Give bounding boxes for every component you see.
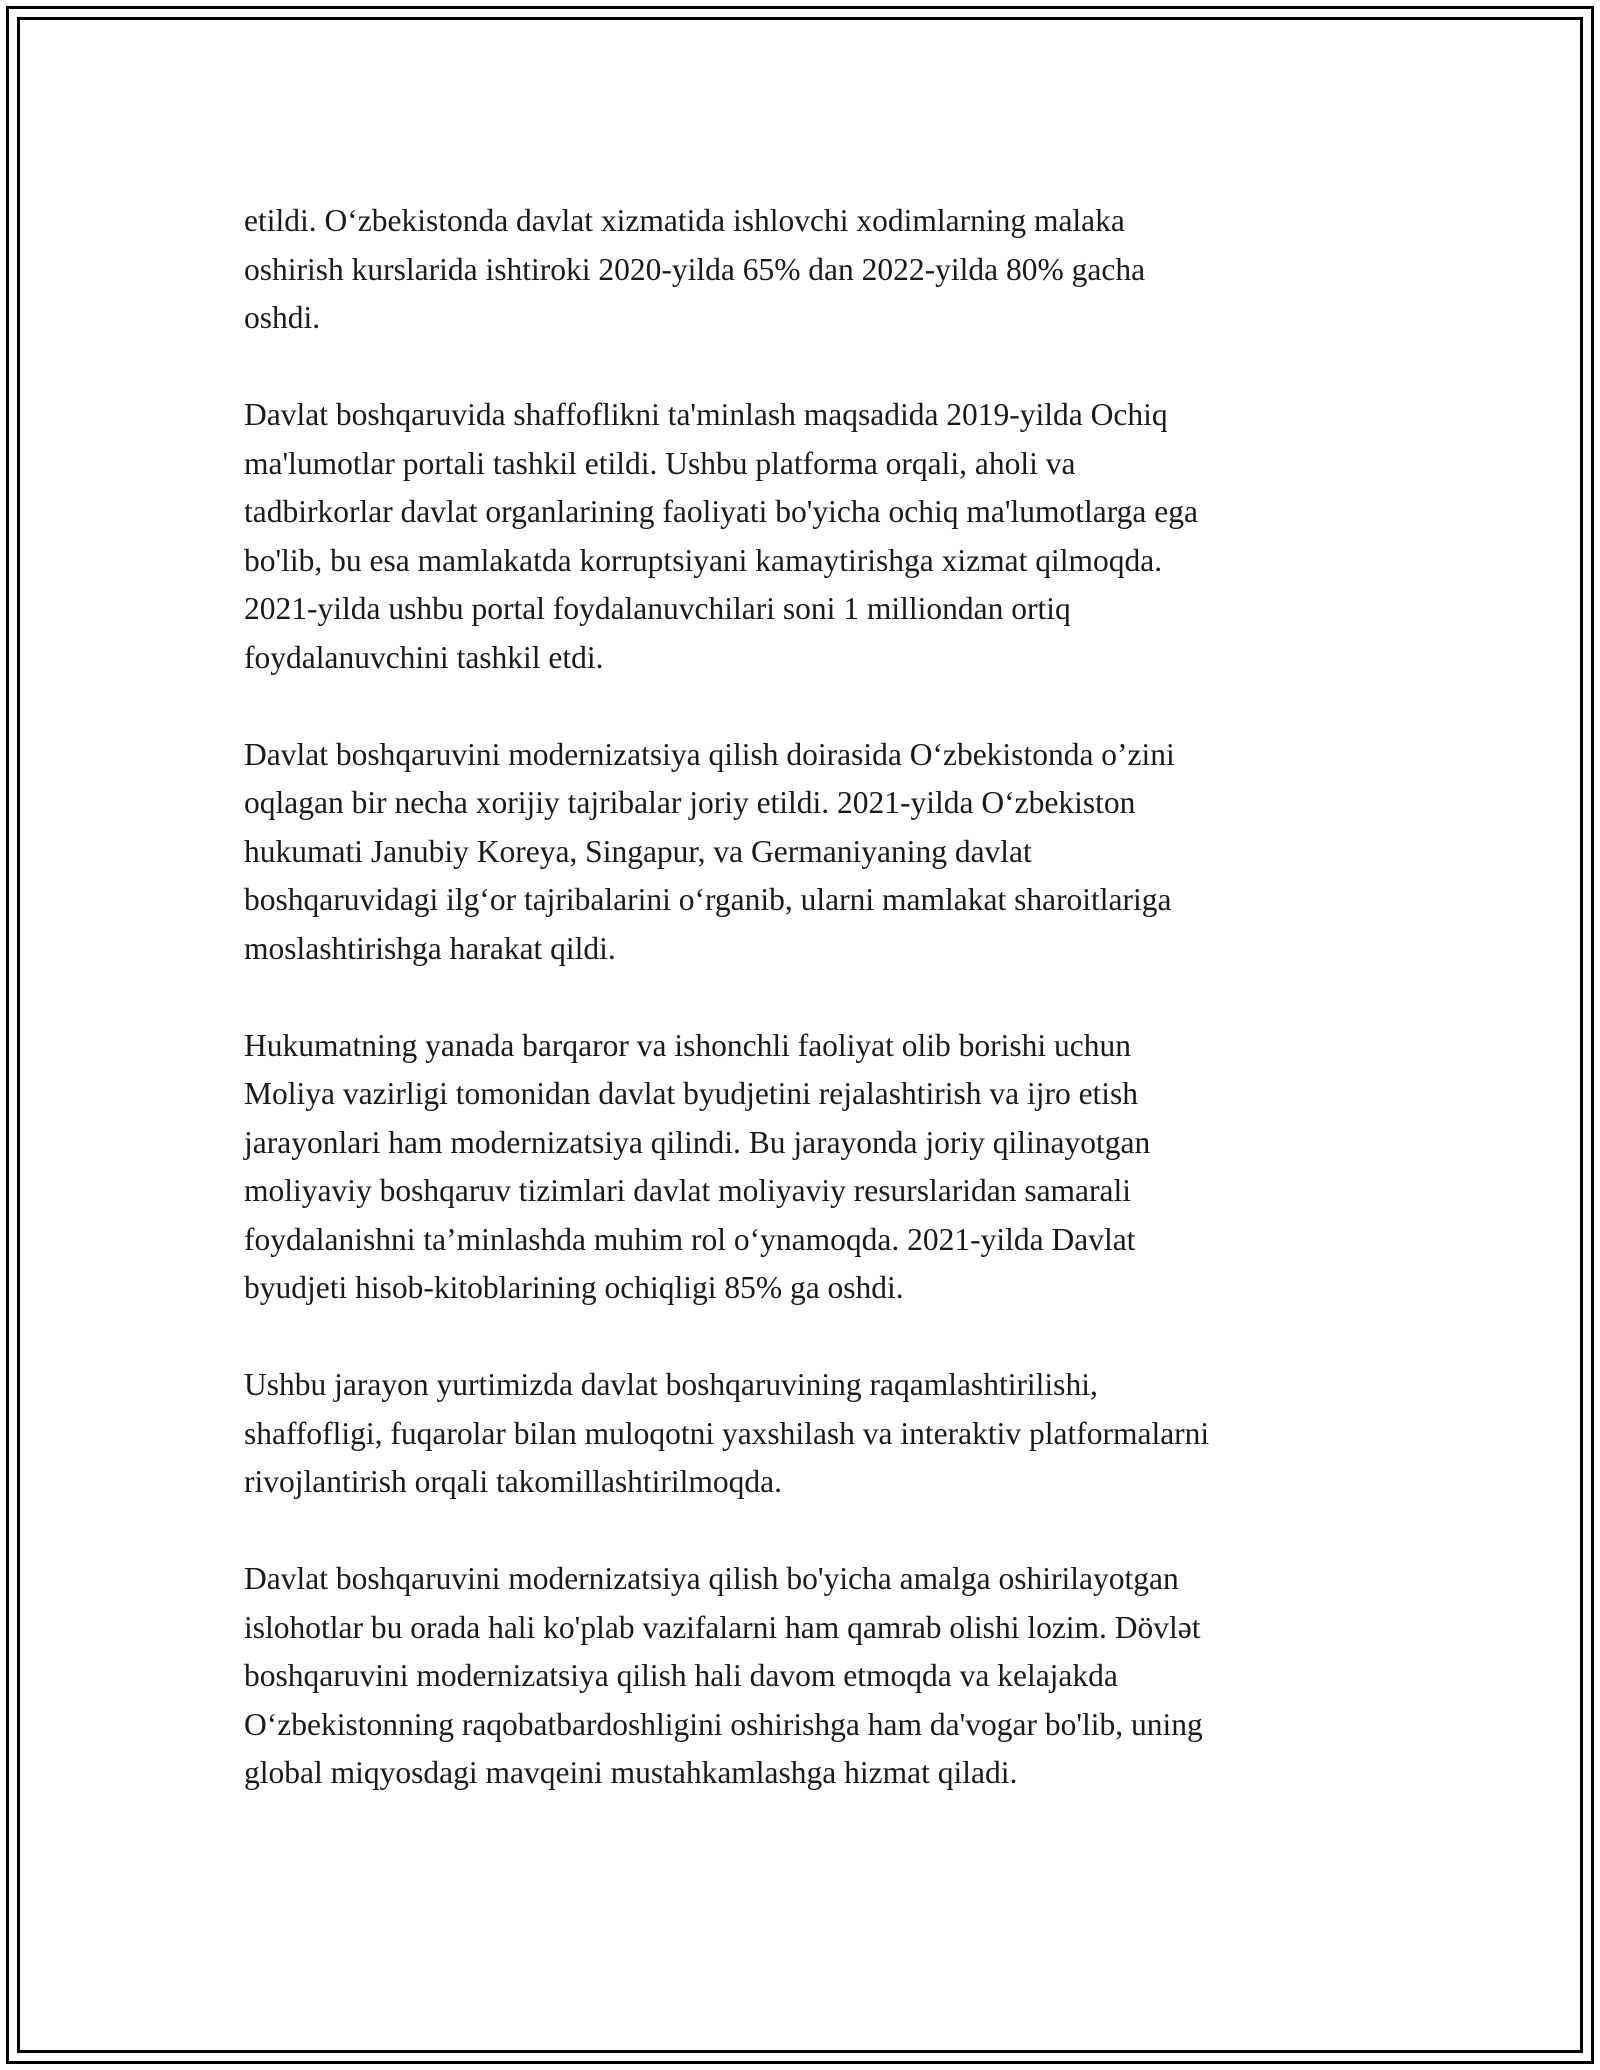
paragraph-4: Hukumatning yanada barqaror va ishonchli faoliyat olib borishi uchun Moliya vazirligi tomonidan davlat byudjetini rejalashtirish va ijro etish jarayonlari ham modernizatsiya qilindi. Bu jarayonda joriy qilinayotgan moliyaviy boshqaruv tizimlari davlat moliyaviy resurslaridan samarali foydalanishni ta’minlashda muhim rol o‘ynamoqda. 2021-yilda Davlat byudjeti hisob-kitoblarining ochiqligi 85% ga oshdi. xyxy=(244,1027,1151,1305)
paragraph-5: Ushbu jarayon yurtimizda davlat boshqaruvining raqamlashtirilishi, shaffofligi, fuqarolar bilan muloqotni yaxshilash va interaktiv platformalarni rivojlantirish orqali takomillashtirilmoqda. xyxy=(244,1367,1210,1499)
paragraph-2: Davlat boshqaruvida shaffoflikni ta'minlash maqsadida 2019-yilda Ochiq ma'lumotlar portali tashkil etildi. Ushbu platforma orqali, aholi va tadbirkorlar davlat organlarining faoliyati bo'yicha ochiq ma'lumotlarga ega bo'lib, bu esa mamlakatda korruptsiyani kamaytirishga xizmat qilmoqda. 2021-yilda ushbu portal foydalanuvchilari soni 1 milliondan ortiq foydalanuvchini tashkil etdi. xyxy=(244,397,1198,675)
document-body xyxy=(244,197,1404,1846)
page-frame xyxy=(6,6,1594,2064)
paragraph-3: Davlat boshqaruvini modernizatsiya qilish doirasida O‘zbekistonda o’zini oqlagan bir necha xorijiy tajribalar joriy etildi. 2021-yilda O‘zbekiston hukumati Janubiy Koreya, Singapur, va Germaniyaning davlat boshqaruvidagi ilg‘or tajribalarini o‘rganib, ularni mamlakat sharoitlariga moslashtirishga harakat qildi. xyxy=(244,736,1175,966)
paragraph-6: Davlat boshqaruvini modernizatsiya qilish bo'yicha amalga oshirilayotgan islohotlar bu orada hali ko'plab vazifalarni ham qamrab olishi lozim. Dövlət boshqaruvini modernizatsiya qilish hali davom etmoqda va kelajakda O‘zbekistonning raqobatbardoshligini oshirishga ham da'vogar bo'lib, uning global miqyosdagi mavqeini mustahkamlashga hizmat qiladi. xyxy=(244,1561,1203,1790)
paragraph-1: etildi. O‘zbekistonda davlat xizmatida ishlovchi xodimlarning malaka oshirish kurslarida ishtiroki 2020-yilda 65% dan 2022-yilda 80% gacha oshdi. xyxy=(244,203,1146,335)
